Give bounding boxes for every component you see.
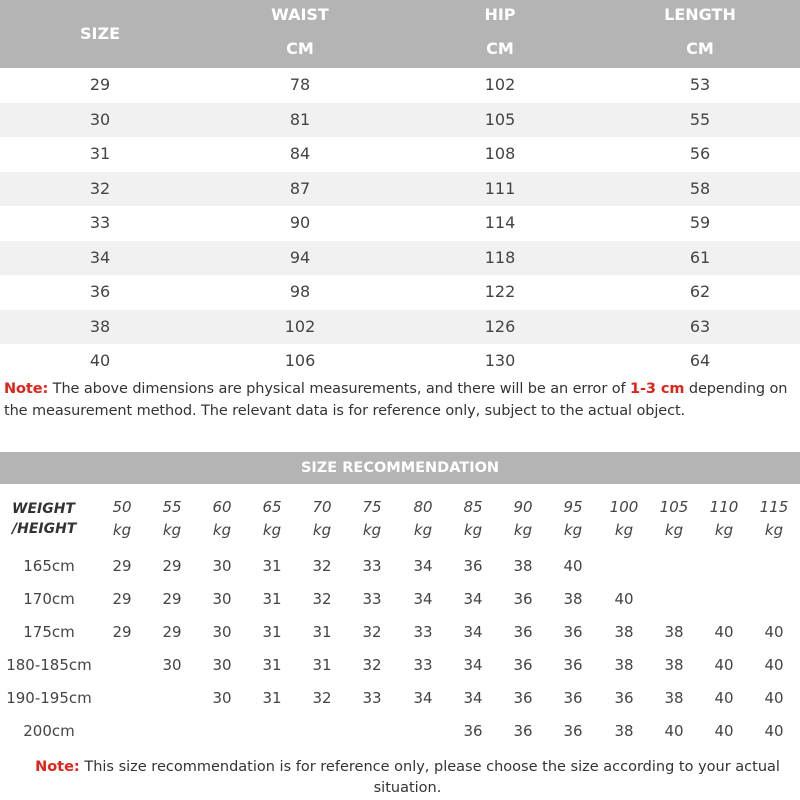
weight-unit: kg <box>312 521 332 539</box>
table-row <box>0 241 800 276</box>
hip-cell: 111 <box>484 178 516 198</box>
hip-cell: 105 <box>484 109 516 129</box>
table-row <box>0 172 800 207</box>
error-range-highlight: 1-3 cm <box>629 381 685 397</box>
recommended-size-cell: 40 <box>714 656 734 674</box>
height-label: 180-185cm <box>6 656 92 674</box>
size-cell: 40 <box>89 351 111 370</box>
recommended-size-cell: 33 <box>413 656 433 674</box>
recommended-size-cell: 33 <box>413 623 433 641</box>
waist-cell: 90 <box>289 213 311 232</box>
recommended-size-cell: 34 <box>413 557 433 575</box>
recommended-size-cell: 31 <box>262 623 282 641</box>
measurement-note <box>4 378 794 422</box>
table-row <box>0 137 800 172</box>
recommended-size-cell: 38 <box>614 722 634 740</box>
recommended-size-cell: 32 <box>362 656 382 674</box>
size-cell: 34 <box>89 247 111 267</box>
waist-cell: 81 <box>289 109 311 129</box>
recommended-size-cell: 32 <box>362 623 382 641</box>
recommended-size-cell: 36 <box>614 689 634 707</box>
header-length-unit: CM <box>686 39 714 58</box>
weight-header-70 <box>296 496 348 542</box>
waist-cell: 102 <box>284 316 316 336</box>
hip-cell: 114 <box>484 213 516 232</box>
weight-header-100 <box>598 496 650 542</box>
note-label: Note: <box>4 381 49 397</box>
weight-value: 75 <box>362 498 382 516</box>
recommended-size-cell: 32 <box>312 590 332 608</box>
size-cell: 32 <box>89 178 111 198</box>
table-row <box>0 275 800 310</box>
weight-value: 85 <box>463 498 483 516</box>
hip-cell: 122 <box>484 282 516 301</box>
table-row <box>0 616 800 649</box>
table-row <box>0 583 800 616</box>
hip-cell: 108 <box>484 144 516 163</box>
length-cell: 61 <box>689 247 711 267</box>
corner-height-label: /HEIGHT <box>12 521 77 537</box>
recommended-size-cell: 40 <box>563 557 583 575</box>
recommended-size-cell: 29 <box>112 623 132 641</box>
recommended-size-cell: 40 <box>764 623 784 641</box>
weight-value: 95 <box>563 498 583 516</box>
recommended-size-cell: 38 <box>664 623 684 641</box>
hip-cell: 126 <box>484 316 516 336</box>
weight-unit: kg <box>764 521 784 539</box>
header-hip <box>400 0 600 68</box>
weight-header-80 <box>397 496 449 542</box>
recommended-size-cell: 32 <box>312 557 332 575</box>
recommended-size-cell: 40 <box>764 656 784 674</box>
height-label: 175cm <box>23 623 75 641</box>
weight-value: 70 <box>312 498 332 516</box>
header-waist-unit: CM <box>286 39 314 58</box>
recommended-size-cell: 29 <box>112 557 132 575</box>
length-cell: 58 <box>689 178 711 198</box>
waist-cell: 84 <box>289 144 311 163</box>
weight-unit: kg <box>614 521 634 539</box>
weight-value: 100 <box>609 498 639 516</box>
waist-cell: 98 <box>289 282 311 301</box>
header-hip-unit: CM <box>486 39 514 58</box>
recommended-size-cell: 31 <box>312 656 332 674</box>
weight-unit: kg <box>563 521 583 539</box>
note-text-before: The above dimensions are physical measurements, and there will be an error of <box>48 381 630 397</box>
recommendation-title: SIZE RECOMMENDATION <box>0 452 800 484</box>
weight-unit: kg <box>162 521 182 539</box>
weight-unit: kg <box>413 521 433 539</box>
recommended-size-cell: 30 <box>212 623 232 641</box>
table-row <box>0 550 800 583</box>
recommended-size-cell: 36 <box>513 656 533 674</box>
length-cell: 63 <box>689 316 711 336</box>
height-label: 190-195cm <box>6 689 92 707</box>
recommended-size-cell: 31 <box>312 623 332 641</box>
weight-height-corner-label <box>12 499 92 539</box>
recommended-size-cell: 32 <box>312 689 332 707</box>
hip-cell: 118 <box>484 247 516 267</box>
table-row <box>0 649 800 682</box>
recommended-size-cell: 29 <box>112 590 132 608</box>
weight-header-95 <box>547 496 599 542</box>
note2-text: This size recommendation is for reference only, please choose the size according to your actual situation. <box>79 759 780 796</box>
table-row <box>0 310 800 345</box>
recommended-size-cell: 33 <box>362 590 382 608</box>
weight-unit: kg <box>362 521 382 539</box>
recommended-size-cell: 30 <box>212 656 232 674</box>
waist-cell: 87 <box>289 178 311 198</box>
header-waist <box>200 0 400 68</box>
recommended-size-cell: 29 <box>162 623 182 641</box>
weight-value: 110 <box>709 498 739 516</box>
recommended-size-cell: 40 <box>764 689 784 707</box>
weight-header-90 <box>497 496 549 542</box>
recommended-size-cell: 38 <box>664 656 684 674</box>
header-size: SIZE <box>79 24 120 43</box>
recommended-size-cell: 36 <box>563 689 583 707</box>
recommended-size-cell: 36 <box>513 590 533 608</box>
table-row <box>0 715 800 748</box>
weight-unit: kg <box>664 521 684 539</box>
weight-value: 50 <box>112 498 132 516</box>
recommended-size-cell: 36 <box>463 722 483 740</box>
note-text-after: depending on the measurement method. The relevant data is for reference only, subject to the actual object. <box>4 381 788 419</box>
recommended-size-cell: 29 <box>162 590 182 608</box>
recommended-size-cell: 34 <box>463 689 483 707</box>
weight-header-115 <box>748 496 800 542</box>
recommended-size-cell: 36 <box>563 656 583 674</box>
recommended-size-cell: 40 <box>714 623 734 641</box>
table-row <box>0 682 800 715</box>
recommended-size-cell: 33 <box>362 689 382 707</box>
weight-unit: kg <box>714 521 734 539</box>
weight-header-65 <box>246 496 298 542</box>
height-label: 165cm <box>23 557 75 575</box>
recommended-size-cell: 31 <box>262 689 282 707</box>
weight-unit: kg <box>212 521 232 539</box>
length-cell: 56 <box>689 144 711 163</box>
recommended-size-cell: 30 <box>212 557 232 575</box>
recommended-size-cell: 30 <box>162 656 182 674</box>
recommended-size-cell: 34 <box>463 656 483 674</box>
recommended-size-cell: 31 <box>262 590 282 608</box>
recommended-size-cell: 38 <box>614 623 634 641</box>
length-cell: 55 <box>689 109 711 129</box>
hip-cell: 102 <box>484 75 516 94</box>
recommended-size-cell: 30 <box>212 689 232 707</box>
note2-label: Note: <box>35 759 80 775</box>
weight-header-85 <box>447 496 499 542</box>
weight-value: 105 <box>659 498 689 516</box>
recommended-size-cell: 36 <box>513 722 533 740</box>
waist-cell: 106 <box>284 351 316 370</box>
size-cell: 33 <box>89 213 111 232</box>
waist-cell: 78 <box>289 75 311 94</box>
weight-value: 60 <box>212 498 232 516</box>
weight-unit: kg <box>513 521 533 539</box>
weight-value: 115 <box>759 498 789 516</box>
recommended-size-cell: 34 <box>463 623 483 641</box>
weight-value: 90 <box>513 498 533 516</box>
size-table-header <box>0 0 800 68</box>
recommended-size-cell: 38 <box>664 689 684 707</box>
recommended-size-cell: 31 <box>262 557 282 575</box>
weight-unit: kg <box>463 521 483 539</box>
recommended-size-cell: 40 <box>714 689 734 707</box>
header-waist-label: WAIST <box>271 5 329 24</box>
recommended-size-cell: 38 <box>513 557 533 575</box>
recommended-size-cell: 31 <box>262 656 282 674</box>
weight-value: 55 <box>162 498 182 516</box>
size-cell: 31 <box>89 144 111 163</box>
waist-cell: 94 <box>289 247 311 267</box>
recommended-size-cell: 38 <box>614 656 634 674</box>
hip-cell: 130 <box>484 351 516 370</box>
weight-header-55 <box>146 496 198 542</box>
header-hip-label: HIP <box>484 5 516 24</box>
table-row <box>0 103 800 138</box>
weight-value: 80 <box>413 498 433 516</box>
recommended-size-cell: 40 <box>714 722 734 740</box>
header-length-label: LENGTH <box>664 5 736 24</box>
table-row <box>0 206 800 241</box>
corner-weight-label: WEIGHT <box>12 501 75 517</box>
weight-unit: kg <box>112 521 132 539</box>
size-cell: 29 <box>89 75 111 94</box>
size-cell: 38 <box>89 316 111 336</box>
recommended-size-cell: 36 <box>463 557 483 575</box>
size-cell: 36 <box>89 282 111 301</box>
weight-header-50 <box>96 496 148 542</box>
recommended-size-cell: 34 <box>463 590 483 608</box>
recommended-size-cell: 36 <box>563 722 583 740</box>
recommended-size-cell: 34 <box>413 689 433 707</box>
recommended-size-cell: 36 <box>513 689 533 707</box>
height-label: 170cm <box>23 590 75 608</box>
recommended-size-cell: 40 <box>614 590 634 608</box>
recommended-size-cell: 38 <box>563 590 583 608</box>
recommended-size-cell: 30 <box>212 590 232 608</box>
recommended-size-cell: 36 <box>513 623 533 641</box>
recommended-size-cell: 36 <box>563 623 583 641</box>
table-row <box>0 68 800 103</box>
recommended-size-cell: 40 <box>664 722 684 740</box>
header-length <box>600 0 800 68</box>
recommended-size-cell: 29 <box>162 557 182 575</box>
length-cell: 62 <box>689 282 711 301</box>
length-cell: 64 <box>689 351 711 370</box>
weight-header-75 <box>346 496 398 542</box>
weight-header-110 <box>698 496 750 542</box>
recommended-size-cell: 34 <box>413 590 433 608</box>
recommended-size-cell: 40 <box>764 722 784 740</box>
weight-value: 65 <box>262 498 282 516</box>
recommendation-note <box>20 757 795 799</box>
weight-unit: kg <box>262 521 282 539</box>
length-cell: 53 <box>689 75 711 94</box>
length-cell: 59 <box>689 213 711 232</box>
height-label: 200cm <box>23 722 75 740</box>
weight-header-60 <box>196 496 248 542</box>
size-cell: 30 <box>89 109 111 129</box>
recommended-size-cell: 33 <box>362 557 382 575</box>
weight-header-105 <box>648 496 700 542</box>
table-row <box>0 344 800 379</box>
